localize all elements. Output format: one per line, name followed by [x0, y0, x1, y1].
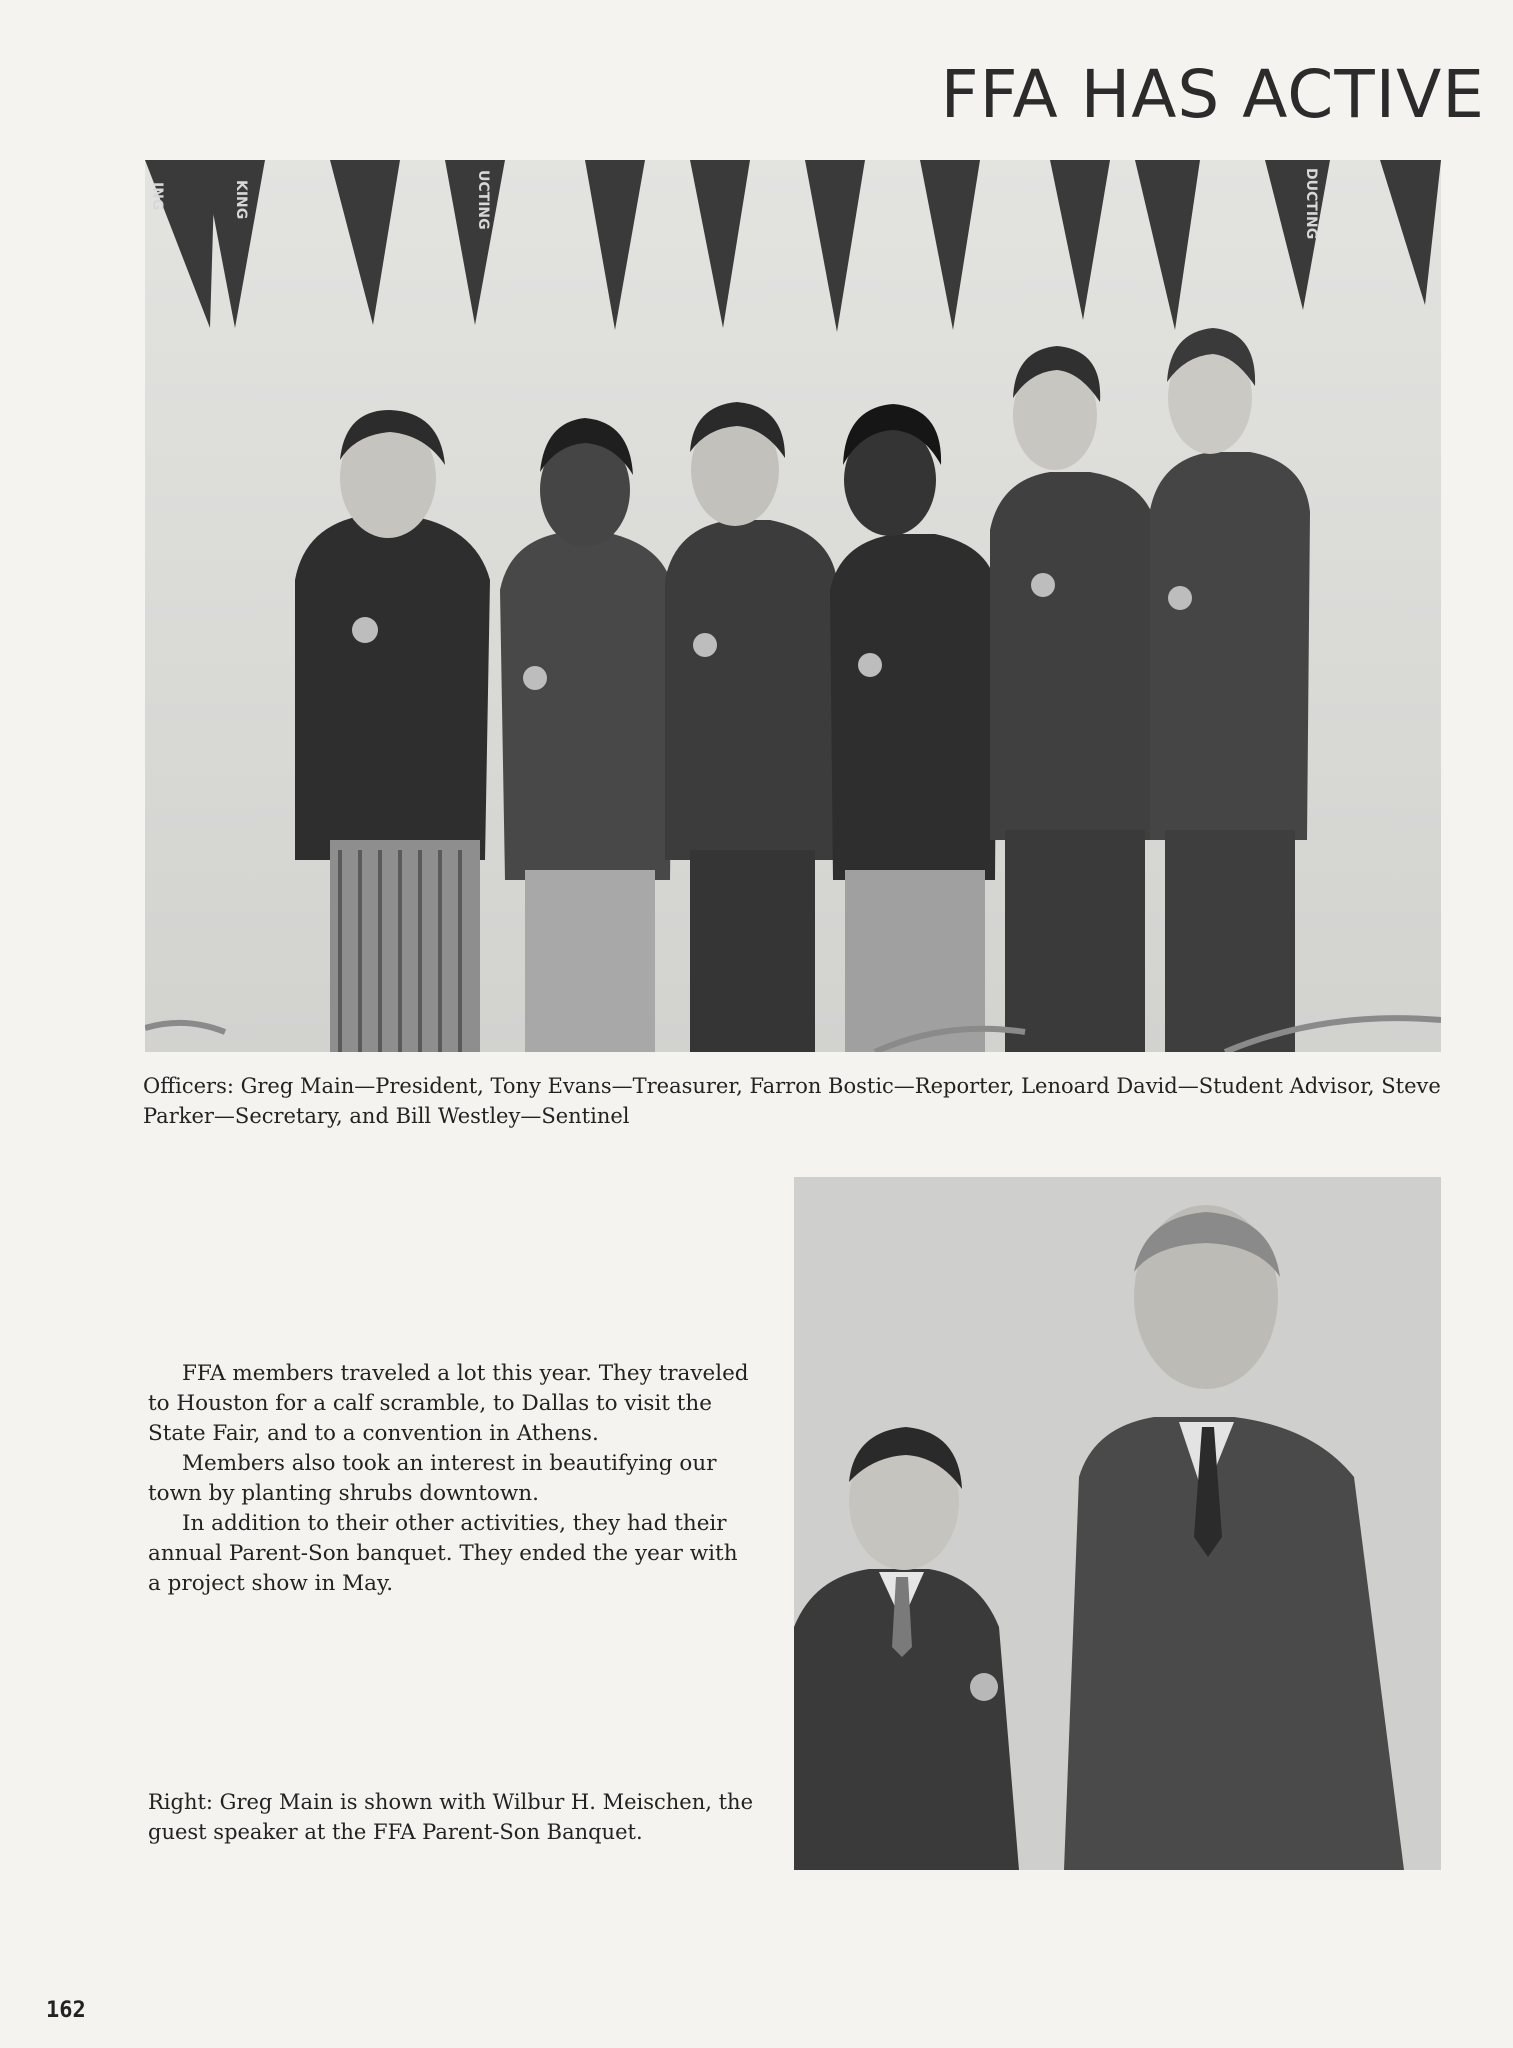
page-title: FFA HAS ACTIVE [940, 56, 1485, 133]
article-paragraph: Members also took an interest in beautifying our town by planting shrubs downtown. [148, 1451, 717, 1506]
pennant-label: DUCTING [1303, 168, 1319, 240]
pennant-label: KING [233, 180, 249, 220]
pennant-label: UCTING [475, 170, 491, 230]
officers-photo [145, 160, 1441, 1052]
pennant-label: ING [149, 182, 165, 211]
officers-caption: Officers: Greg Main—President, Tony Evans—Treasurer, Farron Bostic—Reporter, Lenoard David—Student Advisor, Steve Parker—Secretary, and Bill Westley—Sentinel [143, 1074, 1441, 1128]
speaker-photo [794, 1177, 1441, 1870]
speaker-caption: Right: Greg Main is shown with Wilbur H. Meischen, the guest speaker at the FFA Parent-Son Banquet. [148, 1790, 754, 1844]
page-number: 162 [46, 1998, 86, 2023]
article-paragraph: In addition to their other activities, they had their annual Parent-Son banquet. They ended the year with a project show in May. [148, 1511, 738, 1596]
article-paragraph: FFA members traveled a lot this year. They traveled to Houston for a calf scramble, to Dallas to visit the State Fair, and to a convention in Athens. [148, 1361, 749, 1446]
article-body [148, 1359, 753, 1599]
officers-photo-illustration [145, 160, 1441, 1052]
speaker-photo-illustration [794, 1177, 1441, 1870]
